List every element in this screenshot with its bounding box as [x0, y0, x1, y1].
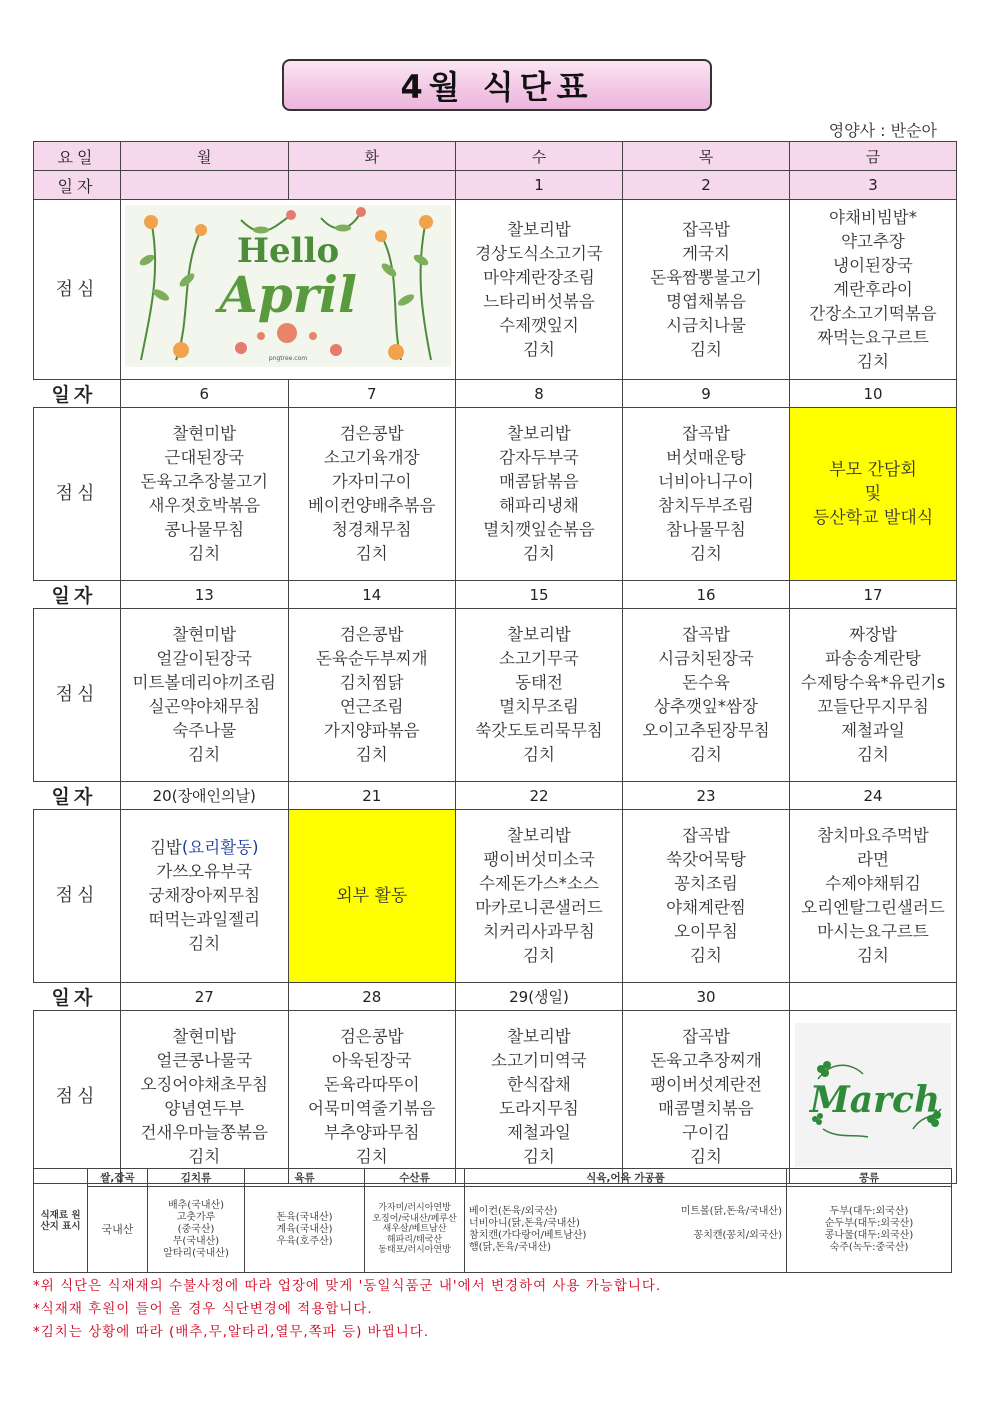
- menu-item: 및: [864, 484, 882, 504]
- date-row-week4: [34, 782, 957, 810]
- origin-item: 우육(호주산): [276, 1235, 333, 1247]
- menu-item: 찰현미밥: [172, 625, 237, 644]
- date-cell: 21: [288, 782, 456, 810]
- weekday-wed: 수: [456, 142, 623, 171]
- origin-item: 베이컨(돈육/외국산): [469, 1205, 558, 1217]
- date-cell: 7: [288, 380, 456, 408]
- menu-item: 쑥갓도토리묵무침: [475, 721, 603, 740]
- menu-item: 검은콩밥: [339, 424, 404, 443]
- menu-item: 잡곡밥: [682, 625, 730, 644]
- menu-item: 야채계란찜: [666, 898, 746, 917]
- menu-item: 수제돈가스*소스: [479, 874, 599, 893]
- lunch-cell-thu: [623, 1011, 790, 1184]
- event-text: 외부 활동: [336, 886, 408, 906]
- menu-item: 오이고추된장무침: [642, 721, 770, 740]
- menu-item: 꼬들단무지무침: [817, 697, 929, 716]
- menu-item: 돈육짬뽕불고기: [650, 267, 762, 287]
- origin-table: [33, 1168, 952, 1273]
- menu-item: 파송송계란탕: [825, 649, 921, 668]
- menu-item: 돈육고추장찌개: [650, 1051, 762, 1070]
- menu-item: 근대된장국: [164, 448, 245, 467]
- menu-item: 얼큰콩나물국: [156, 1051, 253, 1070]
- origin-processed: [465, 1187, 787, 1273]
- menu-item: 게국지: [682, 243, 730, 263]
- menu-item: 찰보리밥: [507, 424, 571, 443]
- menu-item: 참치마요주먹밥: [817, 826, 929, 845]
- menu-item: 돈육순두부찌개: [315, 649, 428, 668]
- date-label: 일자: [34, 782, 121, 810]
- menu-item: 소고기육개장: [323, 448, 420, 467]
- lunch-cell-mon: [121, 609, 289, 782]
- origin-header: 식육,어육 가공품: [465, 1169, 787, 1187]
- lunch-cell-mon: [121, 1011, 289, 1184]
- menu-item: 오리엔탈그린샐러드: [801, 898, 945, 917]
- lunch-label: 점심: [34, 609, 121, 782]
- menu-item: 잡곡밥: [682, 219, 730, 239]
- origin-item: 너비아니(닭,돈육/국내산): [469, 1217, 580, 1229]
- origin-item: (중국산): [177, 1223, 215, 1235]
- origin-item: 숙주(녹두:중국산): [829, 1241, 909, 1253]
- menu-item: 김치: [857, 745, 889, 764]
- weekday-tue: 화: [288, 142, 456, 171]
- lunch-cell-fri: [790, 810, 957, 983]
- origin-rice: 국내산: [88, 1187, 148, 1273]
- menu-item: 가쓰오유부국: [156, 862, 253, 881]
- menu-item: 팽이버섯계란전: [650, 1075, 762, 1094]
- date-cell: 28: [288, 983, 456, 1011]
- menu-item: 김치: [690, 1147, 722, 1166]
- origin-item: [681, 1242, 782, 1254]
- menu-item: 부모 간담회: [829, 460, 917, 480]
- menu-item: 김치: [523, 544, 555, 563]
- menu-item: 양념연두부: [164, 1099, 245, 1118]
- menu-item: 김치: [355, 1147, 388, 1166]
- menu-item: 부추양파무침: [323, 1123, 420, 1142]
- march-illustration: [793, 1019, 953, 1169]
- menu-item: 매콤멸치볶음: [658, 1099, 754, 1118]
- page-title: 4월 식단표: [282, 59, 712, 111]
- menu-item: 김치: [355, 544, 388, 563]
- origin-item: 돈육(국내산): [276, 1211, 333, 1223]
- origin-item: 꽁치캔(꽁치/외국산): [693, 1229, 782, 1241]
- date-cell: 2: [623, 171, 790, 200]
- origin-item: 가자미/러시아연방: [378, 1203, 451, 1214]
- origin-header: 수산류: [365, 1169, 465, 1187]
- menu-item: 김치: [188, 745, 221, 764]
- origin-item: 계육(국내산): [276, 1223, 333, 1235]
- weekday-mon: 월: [121, 142, 289, 171]
- menu-item: 김치: [690, 339, 722, 359]
- menu-item: 돈육라따뚜이: [323, 1075, 420, 1094]
- lunch-label: 점심: [34, 408, 121, 581]
- menu-item: 숙주나물: [172, 721, 237, 740]
- menu-item: 마약계란장조림: [483, 267, 595, 287]
- menu-item: 실곤약야채무침: [148, 697, 261, 716]
- lunch-cell-thu: [623, 609, 790, 782]
- origin-item: 두부(대두:외국산): [829, 1205, 909, 1217]
- menu-item: 김치: [857, 946, 889, 965]
- lunch-row-week3: [34, 609, 957, 782]
- notes: [33, 1275, 661, 1344]
- origin-kimchi: [148, 1187, 245, 1273]
- lunch-cell-fri: [790, 200, 957, 380]
- menu-item: 김치: [690, 745, 722, 764]
- hello-text: Hello: [236, 231, 340, 271]
- weekday-fri: 금: [790, 142, 957, 171]
- lunch-cell-tue: [288, 408, 456, 581]
- lunch-label: 점심: [34, 1011, 121, 1184]
- date-row-week1: [34, 171, 957, 200]
- menu-item: 김치: [188, 1147, 221, 1166]
- menu-item: 등산학교 발대식: [812, 508, 934, 528]
- menu-item: 마시는요구르트: [817, 922, 929, 941]
- menu-item: 김치: [857, 351, 889, 371]
- date-cell: 1: [456, 171, 623, 200]
- weekday-row: [34, 142, 957, 171]
- menu-item: 찰보리밥: [507, 826, 571, 845]
- menu-item: 김치: [523, 946, 555, 965]
- hello-april-illustration: [121, 200, 455, 372]
- lunch-cell-wed: [456, 200, 623, 380]
- menu-item: 제철과일: [841, 721, 905, 740]
- date-label: 일자: [34, 380, 121, 408]
- origin-item: [681, 1218, 782, 1230]
- menu-item: 매콤닭볶음: [499, 472, 579, 491]
- date-row-week5: [34, 983, 957, 1011]
- date-cell: 6: [121, 380, 289, 408]
- menu-item: 참치두부조림: [658, 496, 754, 515]
- date-cell: 29(생일): [456, 983, 623, 1011]
- origin-item: 배추(국내산): [167, 1199, 225, 1211]
- lunch-cell-fri: [790, 609, 957, 782]
- menu-item: 김치: [188, 934, 221, 953]
- origin-item: 해파리/태국산: [386, 1234, 443, 1245]
- menu-item: 버섯매운탕: [666, 448, 746, 467]
- menu-item: 잡곡밥: [682, 826, 730, 845]
- menu-item: 느타리버섯볶음: [483, 291, 595, 311]
- origin-item: 알타리(국내산): [163, 1247, 229, 1259]
- date-cell: 24: [790, 782, 957, 810]
- march-text: March: [809, 1078, 941, 1121]
- origin-side-label: 식재료 원산지 표시: [34, 1169, 88, 1273]
- menu-item: 치커리사과무침: [483, 922, 595, 941]
- lunch-row-week4: [34, 810, 957, 983]
- menu-item: 소고기미역국: [491, 1051, 587, 1070]
- origin-item: 무(국내산): [172, 1235, 220, 1247]
- menu-item: 김치: [188, 544, 221, 563]
- menu-item: 시금치나물: [666, 315, 746, 335]
- image-credit: pngtree.com: [268, 355, 308, 362]
- origin-processed-right: [681, 1206, 782, 1254]
- date-row-week3: [34, 581, 957, 609]
- lunch-cell-wed: [456, 408, 623, 581]
- menu-item: 연근조림: [339, 697, 404, 716]
- menu-item: 돈육고추장불고기: [140, 472, 268, 491]
- menu-item: 잡곡밥: [682, 424, 730, 443]
- menu-item: 소고기무국: [499, 649, 579, 668]
- origin-header-row: [34, 1169, 952, 1187]
- menu-item: 찰현미밥: [172, 1027, 237, 1046]
- menu-item: 청경채무침: [331, 520, 412, 539]
- menu-item: 미트볼데리야끼조림: [132, 673, 276, 692]
- menu-item: 궁채장아찌무침: [148, 886, 261, 905]
- menu-item: 구이김: [682, 1123, 730, 1142]
- lunch-row-week1: [34, 200, 957, 380]
- origin-header: 쌀,잡곡: [88, 1169, 148, 1187]
- lunch-cell-wed: [456, 609, 623, 782]
- origin-item: 콩나물(대두:외국산): [824, 1229, 914, 1241]
- lunch-cell-mon: [121, 810, 289, 983]
- lunch-cell-wed: [456, 810, 623, 983]
- lunch-label: 점심: [34, 810, 121, 983]
- menu-item: 야채비빔밥*: [829, 207, 917, 227]
- cooking-activity-note: (요리활동): [181, 838, 259, 857]
- date-cell: 3: [790, 171, 957, 200]
- menu-item: 수제야채튀김: [825, 874, 921, 893]
- date-cell: 8: [456, 380, 623, 408]
- menu-item: 멸치깻잎순볶음: [483, 520, 595, 539]
- nutritionist-label: 영양사 : 반순아: [828, 121, 937, 140]
- date-row-week2: [34, 380, 957, 408]
- lunch-cell-mon: [121, 408, 289, 581]
- date-label: 일자: [34, 171, 121, 200]
- menu-item: 어묵미역줄기볶음: [307, 1099, 436, 1118]
- menu-item: 오징어야채초무침: [140, 1075, 268, 1094]
- date-cell: 30: [623, 983, 790, 1011]
- origin-item: 참치캔(가다랑어/베트남산): [469, 1229, 587, 1241]
- menu-item: 가자미구이: [331, 472, 412, 491]
- date-cell: 20(장애인의날): [121, 782, 289, 810]
- date-cell: 22: [456, 782, 623, 810]
- menu-item: 멸치무조림: [499, 697, 579, 716]
- menu-item: 마카로니콘샐러드: [475, 898, 603, 917]
- origin-beans: [787, 1187, 952, 1273]
- menu-item: 돈수육: [682, 673, 730, 692]
- date-cell: 16: [623, 581, 790, 609]
- menu-item: 아욱된장국: [331, 1051, 412, 1070]
- event-cell-outdoor-activity: [288, 810, 456, 983]
- menu-item: 콩나물무침: [164, 520, 245, 539]
- menu-item: 김치: [355, 745, 388, 764]
- menu-table: [33, 141, 957, 1184]
- menu-item: 찰보리밥: [507, 625, 571, 644]
- origin-processed-left: [469, 1206, 586, 1254]
- menu-item: 명엽채볶음: [666, 291, 746, 311]
- origin-item: 새우살/베트남산: [382, 1224, 447, 1235]
- menu-item: 검은콩밥: [339, 625, 404, 644]
- menu-item: 떠먹는과일젤리: [148, 910, 261, 929]
- date-cell: 23: [623, 782, 790, 810]
- note-line: *위 식단은 식재재의 수불사정에 따라 업장에 맞게 '동일식품군 내'에서 변경하여 사용 가능합니다.: [33, 1278, 662, 1294]
- menu-item: 얼갈이된장국: [156, 649, 253, 668]
- menu-item: 팽이버섯미소국: [483, 850, 595, 869]
- menu-item: 김치: [523, 1147, 555, 1166]
- menu-item: 동태전: [515, 673, 563, 692]
- menu-item: 검은콩밥: [339, 1027, 404, 1046]
- menu-item: 건새우마늘쫑볶음: [140, 1123, 268, 1142]
- date-cell: 10: [790, 380, 957, 408]
- date-cell: 27: [121, 983, 289, 1011]
- date-cell: 14: [288, 581, 456, 609]
- date-cell: 17: [790, 581, 957, 609]
- weekday-label: 요일: [34, 142, 121, 171]
- menu-item: 라면: [857, 850, 889, 869]
- origin-body-row: [34, 1187, 952, 1273]
- menu-item: 너비아니구이: [658, 472, 754, 491]
- menu-item: 감자두부국: [499, 448, 579, 467]
- lunch-row-week5: [34, 1011, 957, 1184]
- origin-item: 고춧가루: [176, 1211, 216, 1223]
- origin-item: 동태포/러시아연방: [378, 1245, 451, 1256]
- date-cell: 15: [456, 581, 623, 609]
- event-cell-parent-meeting: [790, 408, 957, 581]
- menu-item: 찰현미밥: [172, 424, 237, 443]
- menu-item: 상추깻잎*쌈장: [654, 697, 758, 716]
- menu-item: 김밥: [149, 838, 182, 857]
- origin-item: 미트볼(닭,돈육/국내산): [680, 1205, 782, 1217]
- date-cell: [121, 171, 289, 200]
- menu-item: 김치: [523, 745, 555, 764]
- menu-item: 김치: [690, 544, 722, 563]
- lunch-cell-thu: [623, 408, 790, 581]
- date-cell: 13: [121, 581, 289, 609]
- origin-header: 콩류: [787, 1169, 952, 1187]
- date-cell: [790, 983, 957, 1011]
- note-line: *김치는 상황에 따라 (배추,무,알타리,열무,쪽파 등) 바뀝니다.: [33, 1324, 430, 1340]
- menu-item: 베이컨양배추볶음: [307, 496, 436, 515]
- hello-april-image: [121, 200, 456, 380]
- menu-item: 가지양파볶음: [323, 721, 420, 740]
- menu-item: 수제깻잎지: [499, 315, 579, 335]
- lunch-cell-tue: [288, 609, 456, 782]
- menu-item: 제철과일: [507, 1123, 571, 1142]
- note-line: *식재재 후원이 들어 올 경우 식단변경에 적용합니다.: [33, 1301, 373, 1317]
- menu-item: 시금치된장국: [658, 649, 754, 668]
- lunch-row-week2: [34, 408, 957, 581]
- date-cell: [288, 171, 456, 200]
- lunch-cell-tue: [288, 1011, 456, 1184]
- origin-header: 김치류: [148, 1169, 245, 1187]
- menu-item: 약고추장: [841, 231, 905, 251]
- origin-seafood: [365, 1187, 465, 1273]
- weekday-thu: 목: [623, 142, 790, 171]
- menu-item: 짜장밥: [849, 625, 897, 644]
- lunch-cell-thu: [623, 200, 790, 380]
- april-text: April: [218, 265, 358, 324]
- menu-item: 간장소고기떡볶음: [809, 303, 937, 323]
- menu-item: 냉이된장국: [833, 255, 913, 275]
- menu-item: 김치찜닭: [339, 673, 404, 692]
- menu-item: 오이무침: [674, 922, 738, 941]
- menu-item: 도라지무침: [499, 1099, 579, 1118]
- origin-meat: [245, 1187, 365, 1273]
- menu-item: 김치: [523, 339, 555, 359]
- lunch-cell-thu: [623, 810, 790, 983]
- date-label: 일자: [34, 983, 121, 1011]
- lunch-label: 점심: [34, 200, 121, 380]
- menu-item: 짜먹는요구르트: [817, 327, 929, 347]
- menu-item: 경상도식소고기국: [475, 243, 603, 263]
- menu-item: 계란후라이: [833, 279, 913, 299]
- menu-item: 해파리냉채: [499, 496, 579, 515]
- menu-item: 잡곡밥: [682, 1027, 730, 1046]
- origin-header: 육류: [245, 1169, 365, 1187]
- menu-item: 찰보리밥: [507, 1027, 571, 1046]
- march-image: [790, 1011, 957, 1184]
- menu-item: 한식잡채: [507, 1075, 571, 1094]
- menu-item: 쑥갓어묵탕: [666, 850, 746, 869]
- menu-item: 꽁치조림: [674, 874, 738, 893]
- origin-item: 햄(닭,돈육/국내산): [469, 1241, 551, 1253]
- menu-item: 수제탕수육*유린기s: [800, 673, 946, 692]
- menu-item: 새우젓호박볶음: [148, 496, 261, 515]
- lunch-cell-wed: [456, 1011, 623, 1184]
- origin-item: 오징어/국내산/페루산: [372, 1213, 457, 1224]
- date-cell: 9: [623, 380, 790, 408]
- menu-item: 김치: [690, 946, 722, 965]
- date-label: 일자: [34, 581, 121, 609]
- menu-item: 찰보리밥: [507, 219, 571, 239]
- origin-item: 순두부(대두:외국산): [824, 1217, 914, 1229]
- menu-item: 참나물무침: [666, 520, 746, 539]
